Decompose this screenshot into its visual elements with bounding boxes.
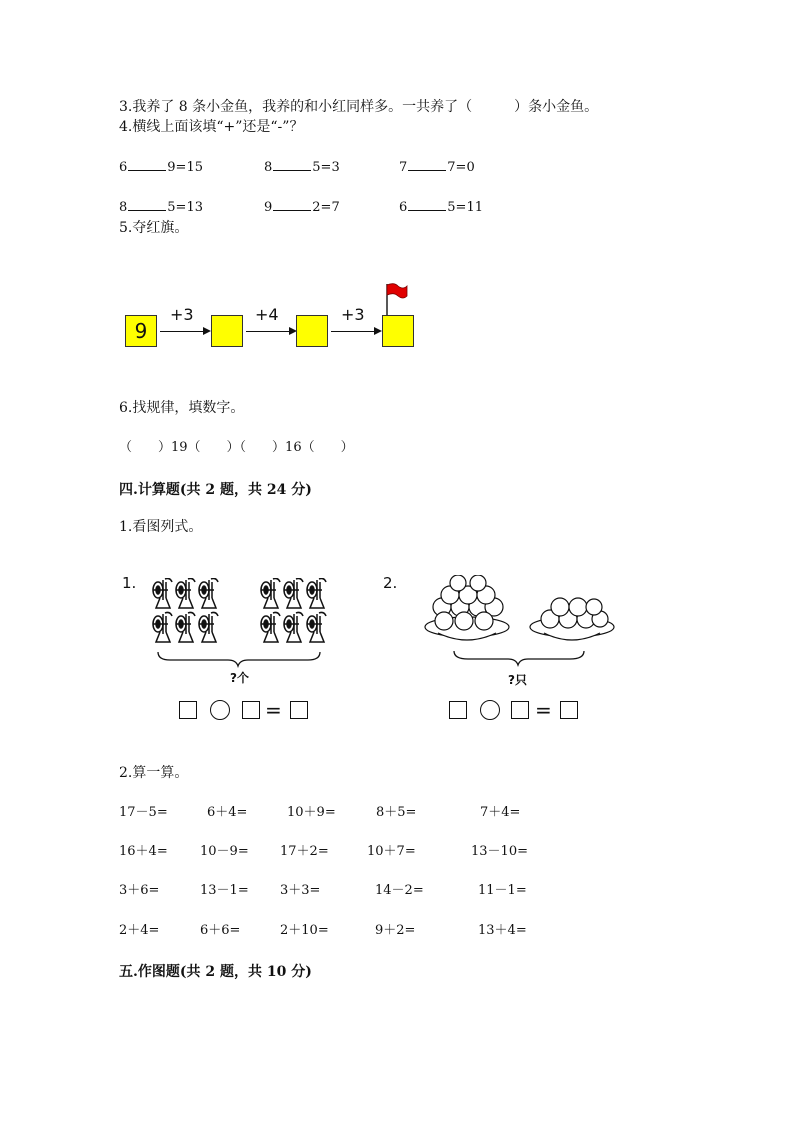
operator-circle[interactable]: [210, 700, 230, 720]
calc-item: 2＋10=: [280, 923, 329, 938]
calc-item: 14－2=: [375, 883, 424, 898]
figure-2-label: 2.: [383, 574, 398, 592]
calc-item: 7＋4=: [480, 805, 521, 820]
start-box: [125, 315, 157, 347]
answer-blank[interactable]: [408, 198, 446, 211]
answer-box-3[interactable]: [382, 315, 414, 347]
question-3: 3.我养了 8 条小金鱼，我养的和小红同样多。一共养了（ ）条小金鱼。: [119, 99, 599, 115]
answer-square[interactable]: [560, 701, 578, 719]
q4-item-1: 6 9=15: [119, 160, 203, 175]
answer-square[interactable]: [242, 701, 260, 719]
calc-item: 6＋4=: [207, 805, 248, 820]
figure-1-label: 1.: [122, 574, 137, 592]
answer-square[interactable]: [290, 701, 308, 719]
q4-item-3: 7 7=0: [399, 160, 475, 175]
brace-label-2: ?只: [508, 673, 527, 687]
arrow-1-head: [203, 327, 211, 335]
answer-blank[interactable]: [128, 198, 166, 211]
q4-item-6: 6 5=11: [399, 200, 483, 215]
step-3-label: +3: [341, 305, 365, 324]
calc-1-title: 1.看图列式。: [119, 519, 203, 535]
calc-item: 17－5=: [119, 805, 168, 820]
section-4-title: 四.计算题(共 2 题，共 24 分): [119, 482, 312, 498]
arrow-3: [331, 331, 375, 332]
q4-item-2: 8 5=3: [264, 160, 340, 175]
arrow-2: [246, 331, 290, 332]
calc-item: 11－1=: [478, 883, 527, 898]
answer-blank[interactable]: [128, 158, 166, 171]
calc-item: 17＋2=: [280, 844, 329, 859]
question-4-title: 4.横线上面该填“+”还是“-”？: [119, 119, 304, 135]
answer-square[interactable]: [449, 701, 467, 719]
calc-item: 10＋7=: [367, 844, 416, 859]
calc-item: 10－9=: [200, 844, 249, 859]
answer-blank[interactable]: [408, 158, 446, 171]
brace-label-1: ?个: [230, 671, 249, 685]
arrow-3-head: [374, 327, 382, 335]
answer-square[interactable]: [511, 701, 529, 719]
answer-box-2[interactable]: [296, 315, 328, 347]
calc-item: 8＋5=: [376, 805, 417, 820]
equals-sign: =: [265, 698, 282, 722]
start-number: 9: [134, 319, 148, 343]
calc-item: 16＋4=: [119, 844, 168, 859]
answer-box-1[interactable]: [211, 315, 243, 347]
calc-item: 13＋4=: [478, 923, 527, 938]
calc-item: 9＋2=: [375, 923, 416, 938]
calc-item: 13－10=: [471, 844, 528, 859]
calc-item: 10＋9=: [287, 805, 336, 820]
apple-plates-icon: [420, 575, 620, 670]
calc-item: 2＋4=: [119, 923, 160, 938]
answer-square[interactable]: [179, 701, 197, 719]
step-1-label: +3: [170, 305, 194, 324]
step-2-label: +4: [255, 305, 279, 324]
arrow-1: [160, 331, 204, 332]
q4-item-5: 9 2=7: [264, 200, 340, 215]
calc-item: 3＋3=: [280, 883, 321, 898]
pattern-sequence: （ ）19（ ）（ ）16（ ）: [119, 440, 354, 455]
calc-item: 3＋6=: [119, 883, 160, 898]
answer-blank[interactable]: [273, 198, 311, 211]
question-6-title: 6.找规律，填数字。: [119, 400, 245, 416]
answer-blank[interactable]: [273, 158, 311, 171]
red-flag-icon: [384, 282, 410, 316]
calc-item: 13－1=: [200, 883, 249, 898]
calc-2-title: 2.算一算。: [119, 765, 189, 781]
question-5-title: 5.夺红旗。: [119, 220, 189, 236]
section-5-title: 五.作图题(共 2 题，共 10 分): [119, 964, 312, 980]
calc-item: 6＋6=: [200, 923, 241, 938]
q4-item-4: 8 5=13: [119, 200, 203, 215]
trumpet-group-icon: [150, 578, 330, 668]
equals-sign: =: [535, 698, 552, 722]
operator-circle[interactable]: [480, 700, 500, 720]
